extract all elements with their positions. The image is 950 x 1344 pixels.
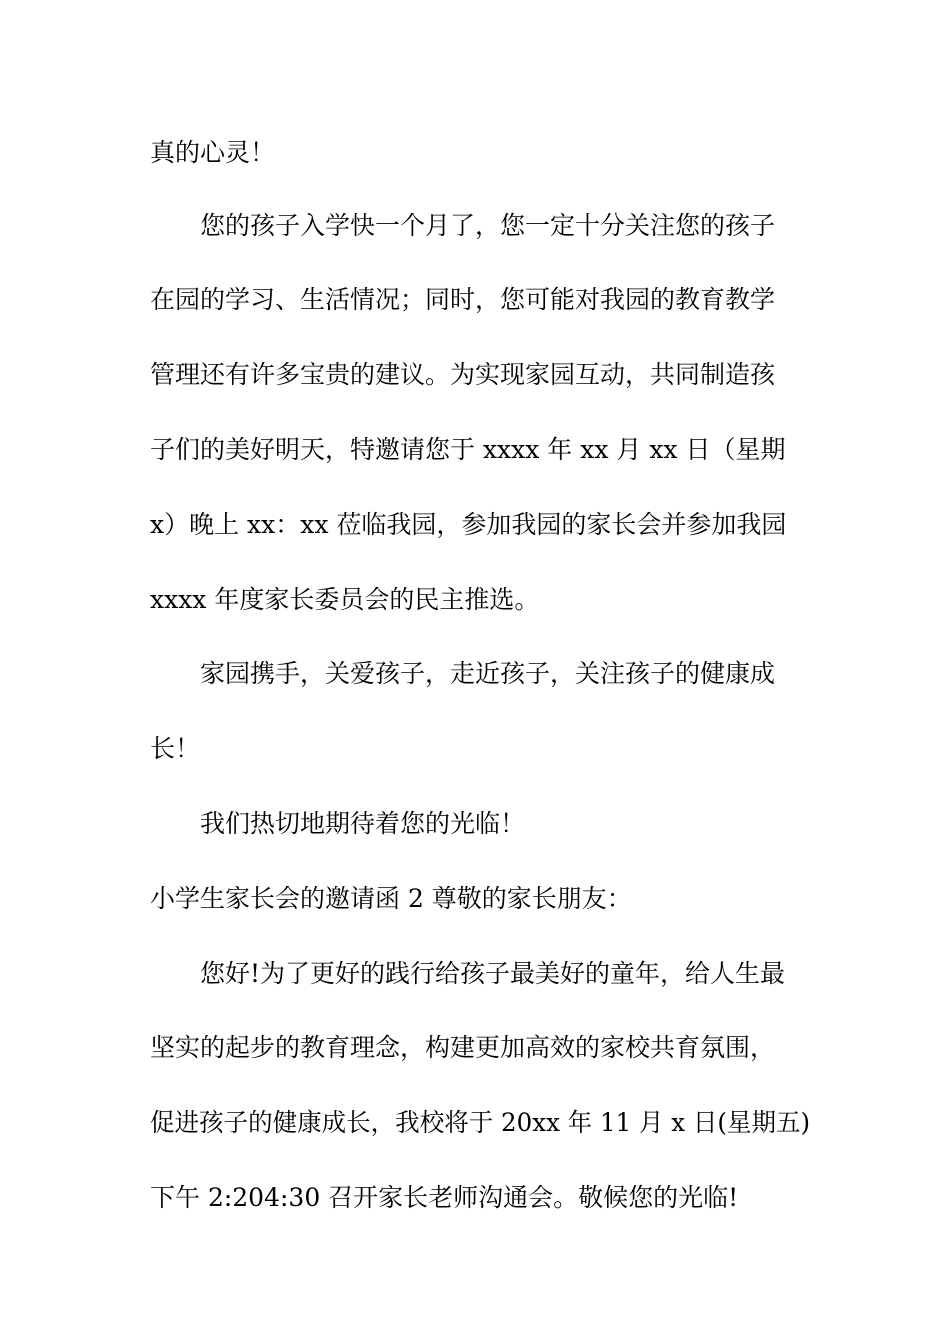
text-line: 坚实的起步的教育理念，构建更加高效的家校共育氛围，: [150, 1033, 776, 1062]
text-line: x）晚上 xx：xx 莅临我园，参加我园的家长会并参加我园: [150, 510, 787, 539]
text-line: 小学生家长会的邀请函 2 尊敬的家长朋友：: [150, 884, 632, 913]
text-line: xxxx 年度家长委员会的民主推选。: [150, 585, 540, 614]
text-line: 我们热切地期待着您的光临！: [200, 809, 526, 838]
text-line: 子们的美好明天，特邀请您于 xxxx 年 xx 月 xx 日（星期: [150, 435, 786, 464]
text-line: 促进孩子的健康成长，我校将于 20xx 年 11 月 x 日(星期五): [150, 1108, 811, 1137]
text-line: 在园的学习、生活情况；同时，您可能对我园的教育教学: [150, 285, 776, 314]
text-line: 真的心灵！: [150, 138, 276, 167]
text-line: 管理还有许多宝贵的建议。为实现家园互动，共同制造孩: [150, 360, 776, 389]
text-line: 您好!为了更好的践行给孩子最美好的童年，给人生最: [200, 959, 786, 988]
text-line: 家园携手，关爱孩子，走近孩子，关注孩子的健康成: [200, 659, 776, 688]
text-line: 下午 2:204:30 召开家长老师沟通会。敬候您的光临!: [150, 1183, 739, 1212]
text-line: 您的孩子入学快一个月了，您一定十分关注您的孩子: [200, 211, 776, 240]
text-line: 长！: [150, 734, 201, 763]
